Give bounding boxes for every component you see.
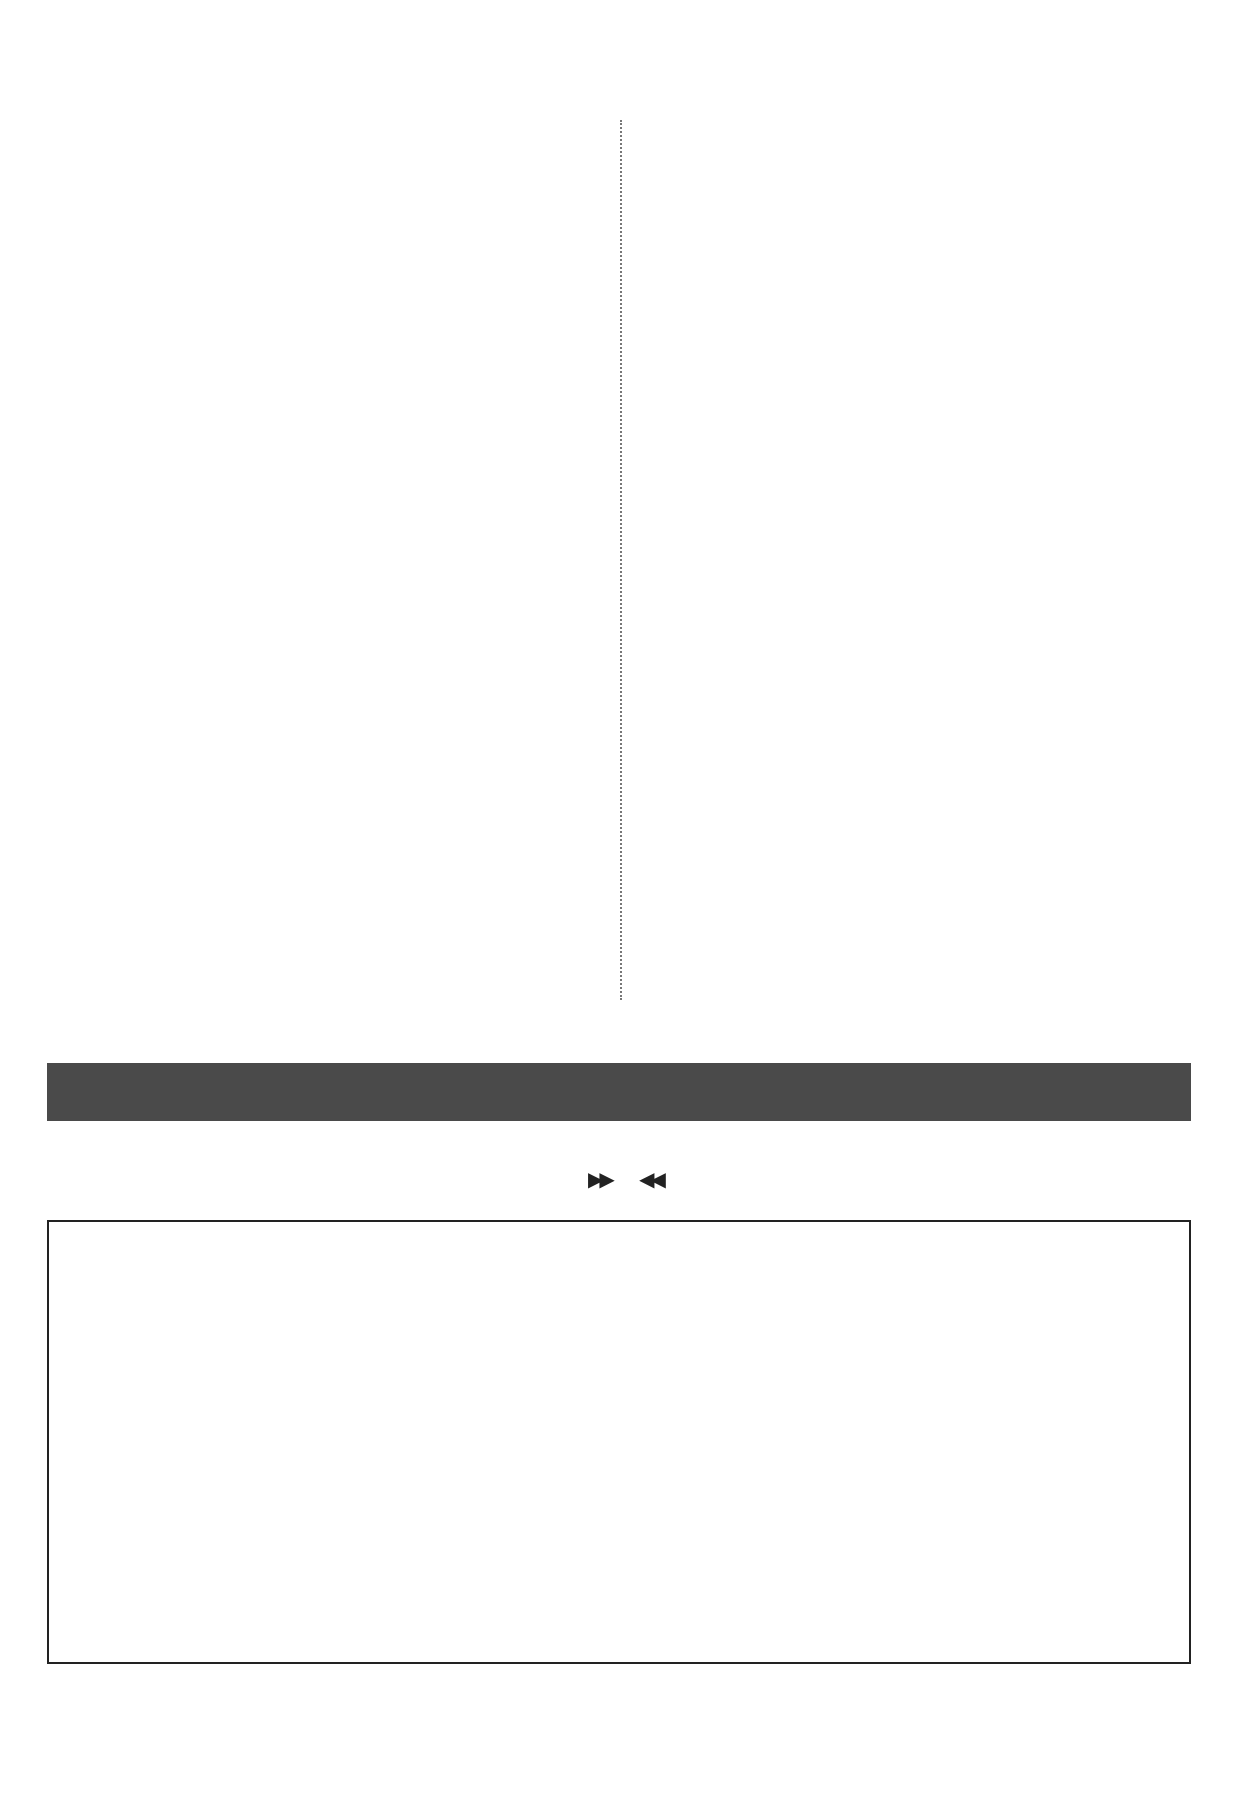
section-title-bar [47, 1063, 1191, 1121]
quick-check-title [0, 1158, 1250, 1198]
double-right-arrow-icon: ▶▶ [588, 1167, 611, 1191]
column-divider [620, 120, 622, 1000]
answer-table [47, 1220, 1191, 1664]
double-left-arrow-icon: ◀◀ [639, 1167, 662, 1191]
